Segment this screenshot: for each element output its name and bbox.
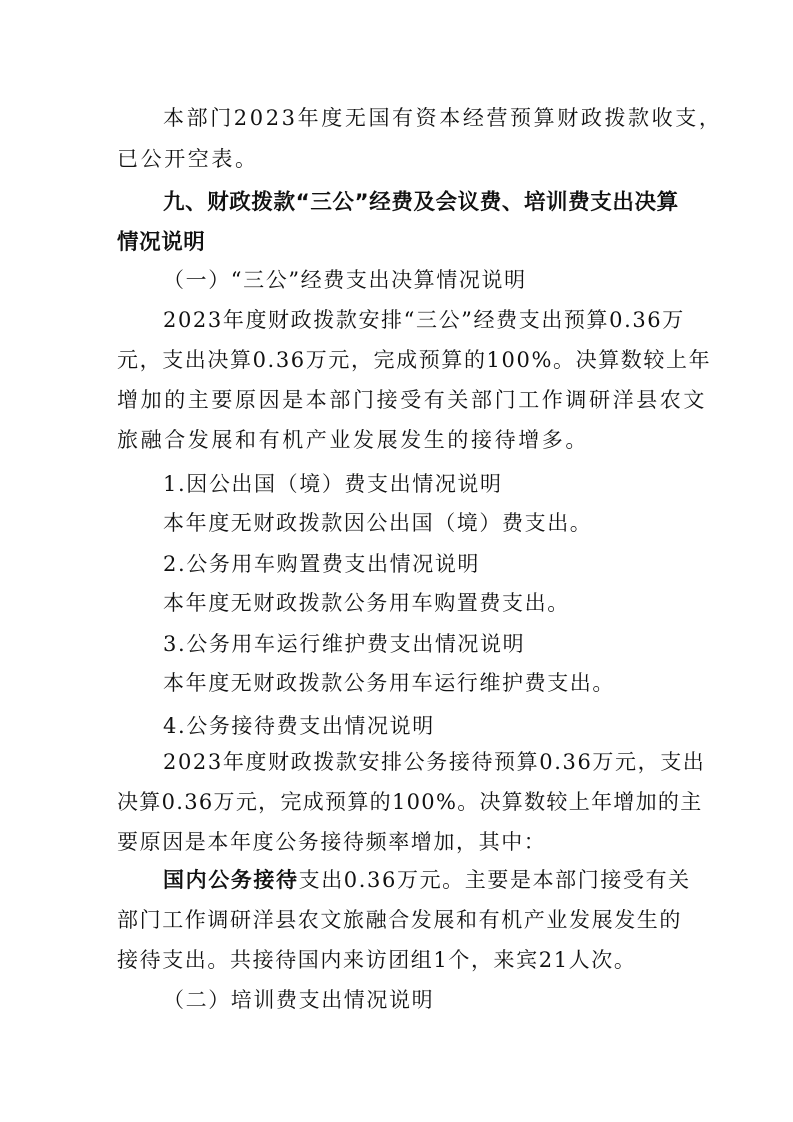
- item-text: 本年度无财政拨款公务用车购置费支出。: [163, 591, 570, 615]
- paragraph-line: 增加的主要原因是本部门接受有关部门工作调研洋县农文: [117, 388, 707, 412]
- bold-term: 国内公务接待: [163, 868, 299, 892]
- paragraph-line: 已公开空表。: [117, 147, 259, 171]
- paragraph-line: 本部门2023年度无国有资本经营预算财政拨款收支，: [163, 106, 723, 130]
- paragraph-line: [163, 866, 691, 894]
- paragraph-line: 接待支出。共接待国内来访团组1个，来宾21人次。: [117, 948, 637, 972]
- paragraph-line: 部门工作调研洋县农文旅融合发展和有机产业发展发生的: [117, 908, 682, 932]
- subsection-heading: （二）培训费支出情况说明: [163, 988, 435, 1012]
- item-heading: 3.公务用车运行维护费支出情况说明: [163, 632, 526, 656]
- item-text: 本年度无财政拨款因公出国（境）费支出。: [163, 511, 593, 535]
- paragraph-line: 要原因是本年度公务接待频率增加，其中：: [117, 830, 547, 854]
- item-text: 本年度无财政拨款公务用车运行维护费支出。: [163, 671, 615, 695]
- paragraph-line: 元，支出决算0.36万元，完成预算的100%。决算数较上年: [117, 348, 712, 372]
- paragraph-text: 支出0.36万元。主要是本部门接受有关: [298, 868, 691, 892]
- subsection-heading: （一）“三公”经费支出决算情况说明: [163, 268, 527, 292]
- paragraph-line: 旅融合发展和有机产业发展发生的接待增多。: [117, 428, 589, 452]
- paragraph-line: 决算0.36万元，完成预算的100%。决算数较上年增加的主: [117, 790, 703, 814]
- item-heading: 1.因公出国（境）费支出情况说明: [163, 472, 503, 496]
- section-heading-cont: 情况说明: [117, 230, 206, 255]
- item-heading: 4.公务接待费支出情况说明: [163, 714, 435, 738]
- paragraph-line: 2023年度财政拨款安排“三公”经费支出预算0.36万: [163, 308, 685, 332]
- item-heading: 2.公务用车购置费支出情况说明: [163, 552, 481, 576]
- section-heading: 九、财政拨款“三公”经费及会议费、培训费支出决算: [163, 190, 679, 215]
- paragraph-line: 2023年度财政拨款安排公务接待预算0.36万元，支出: [163, 750, 706, 774]
